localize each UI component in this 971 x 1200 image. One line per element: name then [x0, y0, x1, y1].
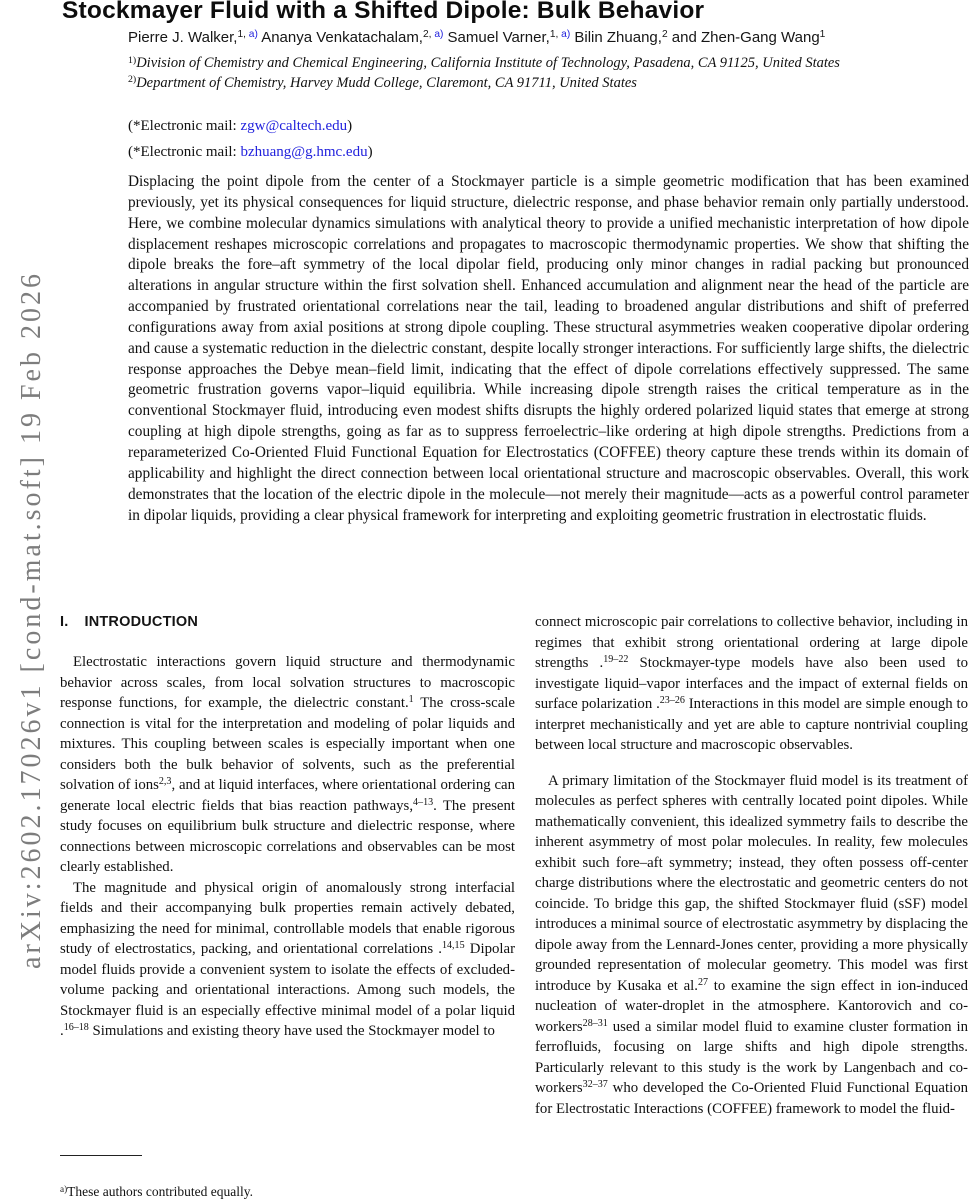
section-heading-introduction: [60, 614, 515, 630]
affiliation-text: Department of Chemistry, Harvey Mudd College, Claremont, CA 91711, United States: [136, 74, 637, 91]
email-prefix: (*Electronic mail:: [128, 144, 241, 160]
section-number: I.: [60, 614, 69, 630]
paragraph: A primary limitation of the Stockmayer fluid model is its treatment of molecules as perfect spheres with centrally located point dipoles. While mathematically convenient, this idealized symmetry fails to describe the inherent asymmetry of most polar molecules. In reality, few molecules exhibit such fore–aft symmetry; instead, they often possess off-center charge distributions where the electrostatic and geometric centers do not coincide. To bridge this gap, the shifted Stockmayer fluid (sSF) model introduces a minimal source of electrostatic asymmetry by displacing the dipole away from the Lennard-Jones center, providing a more physically grounded representation of molecular geometry. This model was first introduce by Kusaka et al.$^{27}$ to examine the sign effect in ion-induced nucleation of water-droplet in the atmosphere. Kantorovich and co-workers$^{28-31}$ used a similar model fluid to examine cluster formation in ferrofluids, focusing on large shifts and high dipole strengths. Particularly relevant to this study is the work by Langenbach and co-workers$^{32-37}$ who developed the Co-Oriented Fluid Functional Equation for Electrostatic Interactions (COFFEE) framework to model the fluid-: [535, 772, 968, 1117]
paragraph: The magnitude and physical origin of anomalously strong interfacial fields and their accompanying bulk properties remain actively debated, emphasizing the need for minimal, controllable models that enable rigorous study of electrostatics, packing, and orientational correlations .$^{14,15}$ Dipolar model fluids provide a convenient system to isolate the effects of excluded-volume packing and orientational interactions. Among such models, the Stockmayer fluid is an especially effective minimal model of a polar liquid .$^{16-18}$ Simulations and existing theory have used the Stockmayer model to: [60, 879, 515, 1039]
paragraph: connect microscopic pair correlations to collective behavior, including in regimes that exhibit strong orientational ordering at large dipole strengths .$^{19-22}$ Stockmayer-type models have also been used to investigate liquid–vapor interfaces and the impact of external fields on surface polarization .$^{23-26}$ Interactions in this model are simple enough to interpret mechanistically and yet are able to capture nontrivial coupling between local structure and macroscopic observables.: [535, 614, 968, 753]
email-line-2: [128, 144, 373, 160]
footnote-block: [60, 1145, 515, 1200]
affiliation-1: [128, 54, 852, 74]
body-columns: [60, 612, 968, 1200]
paragraph: Electrostatic interactions govern liquid structure and thermodynamic behavior across scales, from local solvation structures to macroscopic response functions, for example, the dielectric constant.$^1$ The cross-scale connection is vital for the interpretation and modeling of polar liquids and mixtures. This coupling between scales is especially important when one considers both the bulk behavior of solvents, such as the preferential solvation of ions$^{2,3}$, and at liquid interfaces, where orientational ordering can generate local electric fields that bias reaction pathways,$^{4-13}$. The present study focuses on equilibrium bulk structure and dielectric response, where connections between microscopic correlations and observables can be most clearly established.: [60, 654, 515, 875]
arxiv-watermark: arXiv:2602.17026v1 [cond-mat.soft] 19 Feb 2026: [16, 271, 47, 969]
email-suffix: ): [347, 118, 353, 134]
paper-title: Stockmayer Fluid with a Shifted Dipole: Bulk Behavior: [62, 0, 705, 24]
affiliation-text: Division of Chemistry and Chemical Engineering, California Institute of Technology, Pasadena, CA 91125, United States: [136, 55, 840, 71]
email-link-bzhuang[interactable]: bzhuang@g.hmc.edu: [240, 144, 368, 160]
footnote-marker: a): [60, 1183, 68, 1194]
abstract: Displacing the point dipole from the center of a Stockmayer particle is a simple geometric modification that has been examined previously, yet its physical consequences for liquid structure, dielectric response, and phase behavior remain only partially understood. Here, we combine molecular dynamics simulations with analytical theory to provide a unified mechanistic interpretation of how dipole displacement reshapes microscopic correlations and propagates to macroscopic thermodynamic properties. We show that shifting the dipole breaks the fore–aft symmetry of the local dipolar field, producing only minor changes in radial packing but pronounced alterations in angular structure within the first solvation shell. Enhanced accumulation and alignment near the head of the particle are accompanied by frustrated orientational correlations near the tail, leading to broadened angular distributions and shift of preferred configurations away from axial positions at strong dipole coupling. These structural asymmetries weaken cooperative dipolar ordering and cause a systematic reduction in the dielectric constant, despite locally stronger interactions. For sufficiently large shifts, the dielectric response approaches the Debye mean–field limit, indicating that the effect of dipole correlations effectively suppressed. The same geometric frustration governs vapor–liquid equilibria. While increasing dipole strength raises the critical temperature as in the conventional Stockmayer fluid, introducing even modest shifts disrupts the highly ordered polarized liquid states that emerge at strong coupling at high dipole strengths, going as far as to suppress ferroelectric–like ordering at high dipole strengths. Predictions from a reparameterized Co-Oriented Fluid Functional Equation for Electrostatics (COFFEE) theory capture these trends within its domain of applicability and highlight the direct connection between local orientational structure and macroscopic observables. Overall, this work demonstrates that the location of the electric dipole in the molecule—not merely their magnitude—acts as a powerful control parameter in dipolar liquids, providing a clear physical framework for interpreting and exploiting geometric frustration in electrostatic fluids.: [128, 173, 969, 524]
section-title: INTRODUCTION: [84, 614, 199, 630]
footnote-text: [60, 1184, 515, 1200]
affiliation-marker: 1): [128, 54, 137, 66]
affiliation-marker: 2): [128, 74, 137, 86]
affiliation-2: [128, 74, 852, 94]
right-column: [535, 612, 968, 1200]
email-link-zgw[interactable]: zgw@caltech.edu: [240, 118, 348, 134]
email-suffix: ): [367, 144, 373, 160]
footnote-rule: [60, 1155, 142, 1156]
footnote-body: These authors contributed equally.: [67, 1184, 253, 1199]
left-column: [60, 612, 515, 1200]
author-line: Pierre J. Walker,$^{1,}$ $^{a)}$ Ananya Venkatachalam,$^{2,}$ $^{a)}$ Samuel Varner,$^{1,}$ $^{a)}$ Bilin Zhuang,$^2$ and Zhen-Gang Wang$^1$: [128, 29, 826, 46]
affiliations: [128, 54, 852, 93]
email-prefix: (*Electronic mail:: [128, 118, 241, 134]
email-lines: [128, 118, 373, 170]
email-line-1: [128, 118, 373, 134]
